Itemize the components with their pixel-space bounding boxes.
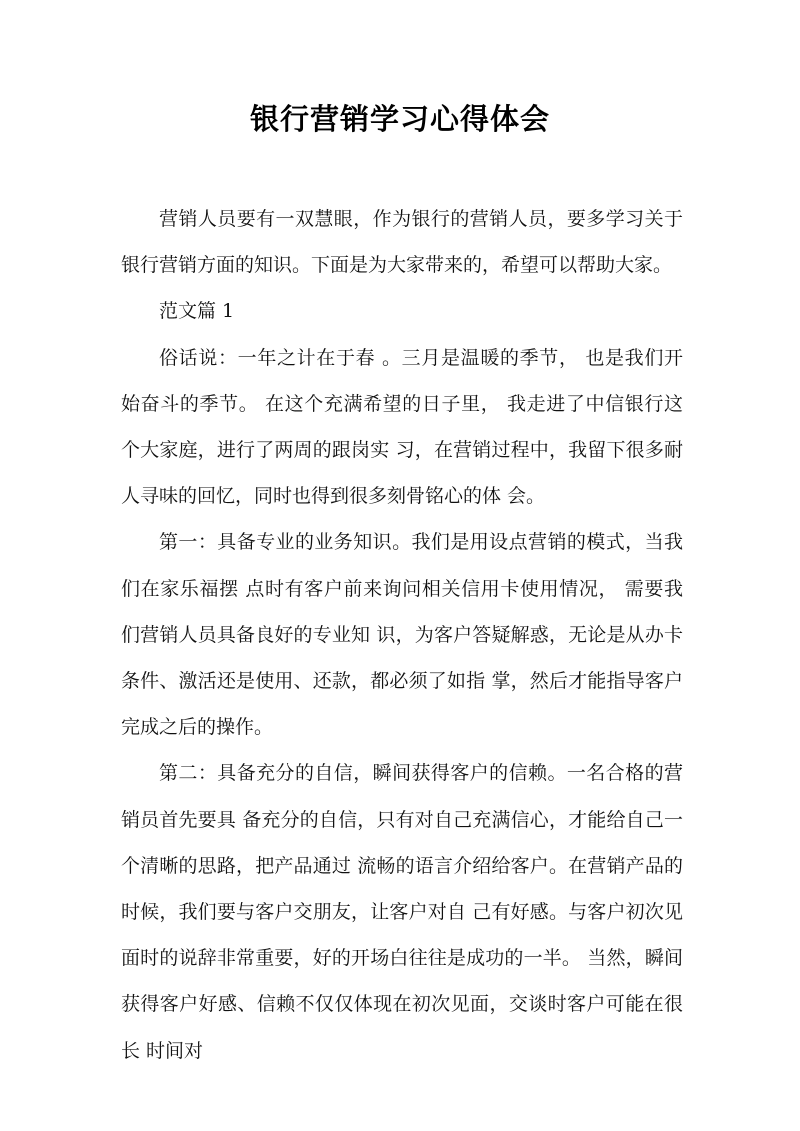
intro-paragraph: 营销人员要有一双慧眼，作为银行的营销人员，要多学习关于银行营销方面的知识。下面是为大家带来的，希望可以帮助大家。: [121, 208, 683, 277]
body-paragraph-1: 俗话说：一年之计在于春 。三月是温暖的季节， 也是我们开始奋斗的季节。 在这个充满希望的日子里， 我走进了中信银行这个大家庭，进行了两周的跟岗实 习，在营销过程中，我留下很多耐人寻味的回忆，同时也得到很多刻骨铭心的体 会。: [121, 346, 683, 508]
body-paragraph-3: 第二：具备充分的自信，瞬间获得客户的信赖。一名合格的营销员首先要具 备充分的自信，只有对自己充满信心，才能给自己一个清晰的思路，把产品通过 流畅的语言介绍给客户。在营销产品的时候，我们要与客户交朋友，让客户对自 己有好感。与客户初次见面时的说辞非常重要，好的开场白往往是成功的一半。 当然，瞬间获得客户好感、信赖不仅仅体现在初次见面，交谈时客户可能在很长 时间对: [121, 762, 683, 1062]
document-title: 银行营销学习心得体会: [249, 102, 550, 136]
body-paragraph-2: 第一：具备专业的业务知识。我们是用设点营销的模式，当我们在家乐福摆 点时有客户前来询问相关信用卡使用情况， 需要我们营销人员具备良好的专业知 识，为客户答疑解惑，无论是从办卡条件、激活还是使用、还款，都必须了如指 掌，然后才能指导客户完成之后的操作。: [121, 531, 683, 739]
document-body: [121, 196, 683, 1074]
section-heading-fanwen: 范文篇 1: [159, 300, 235, 323]
